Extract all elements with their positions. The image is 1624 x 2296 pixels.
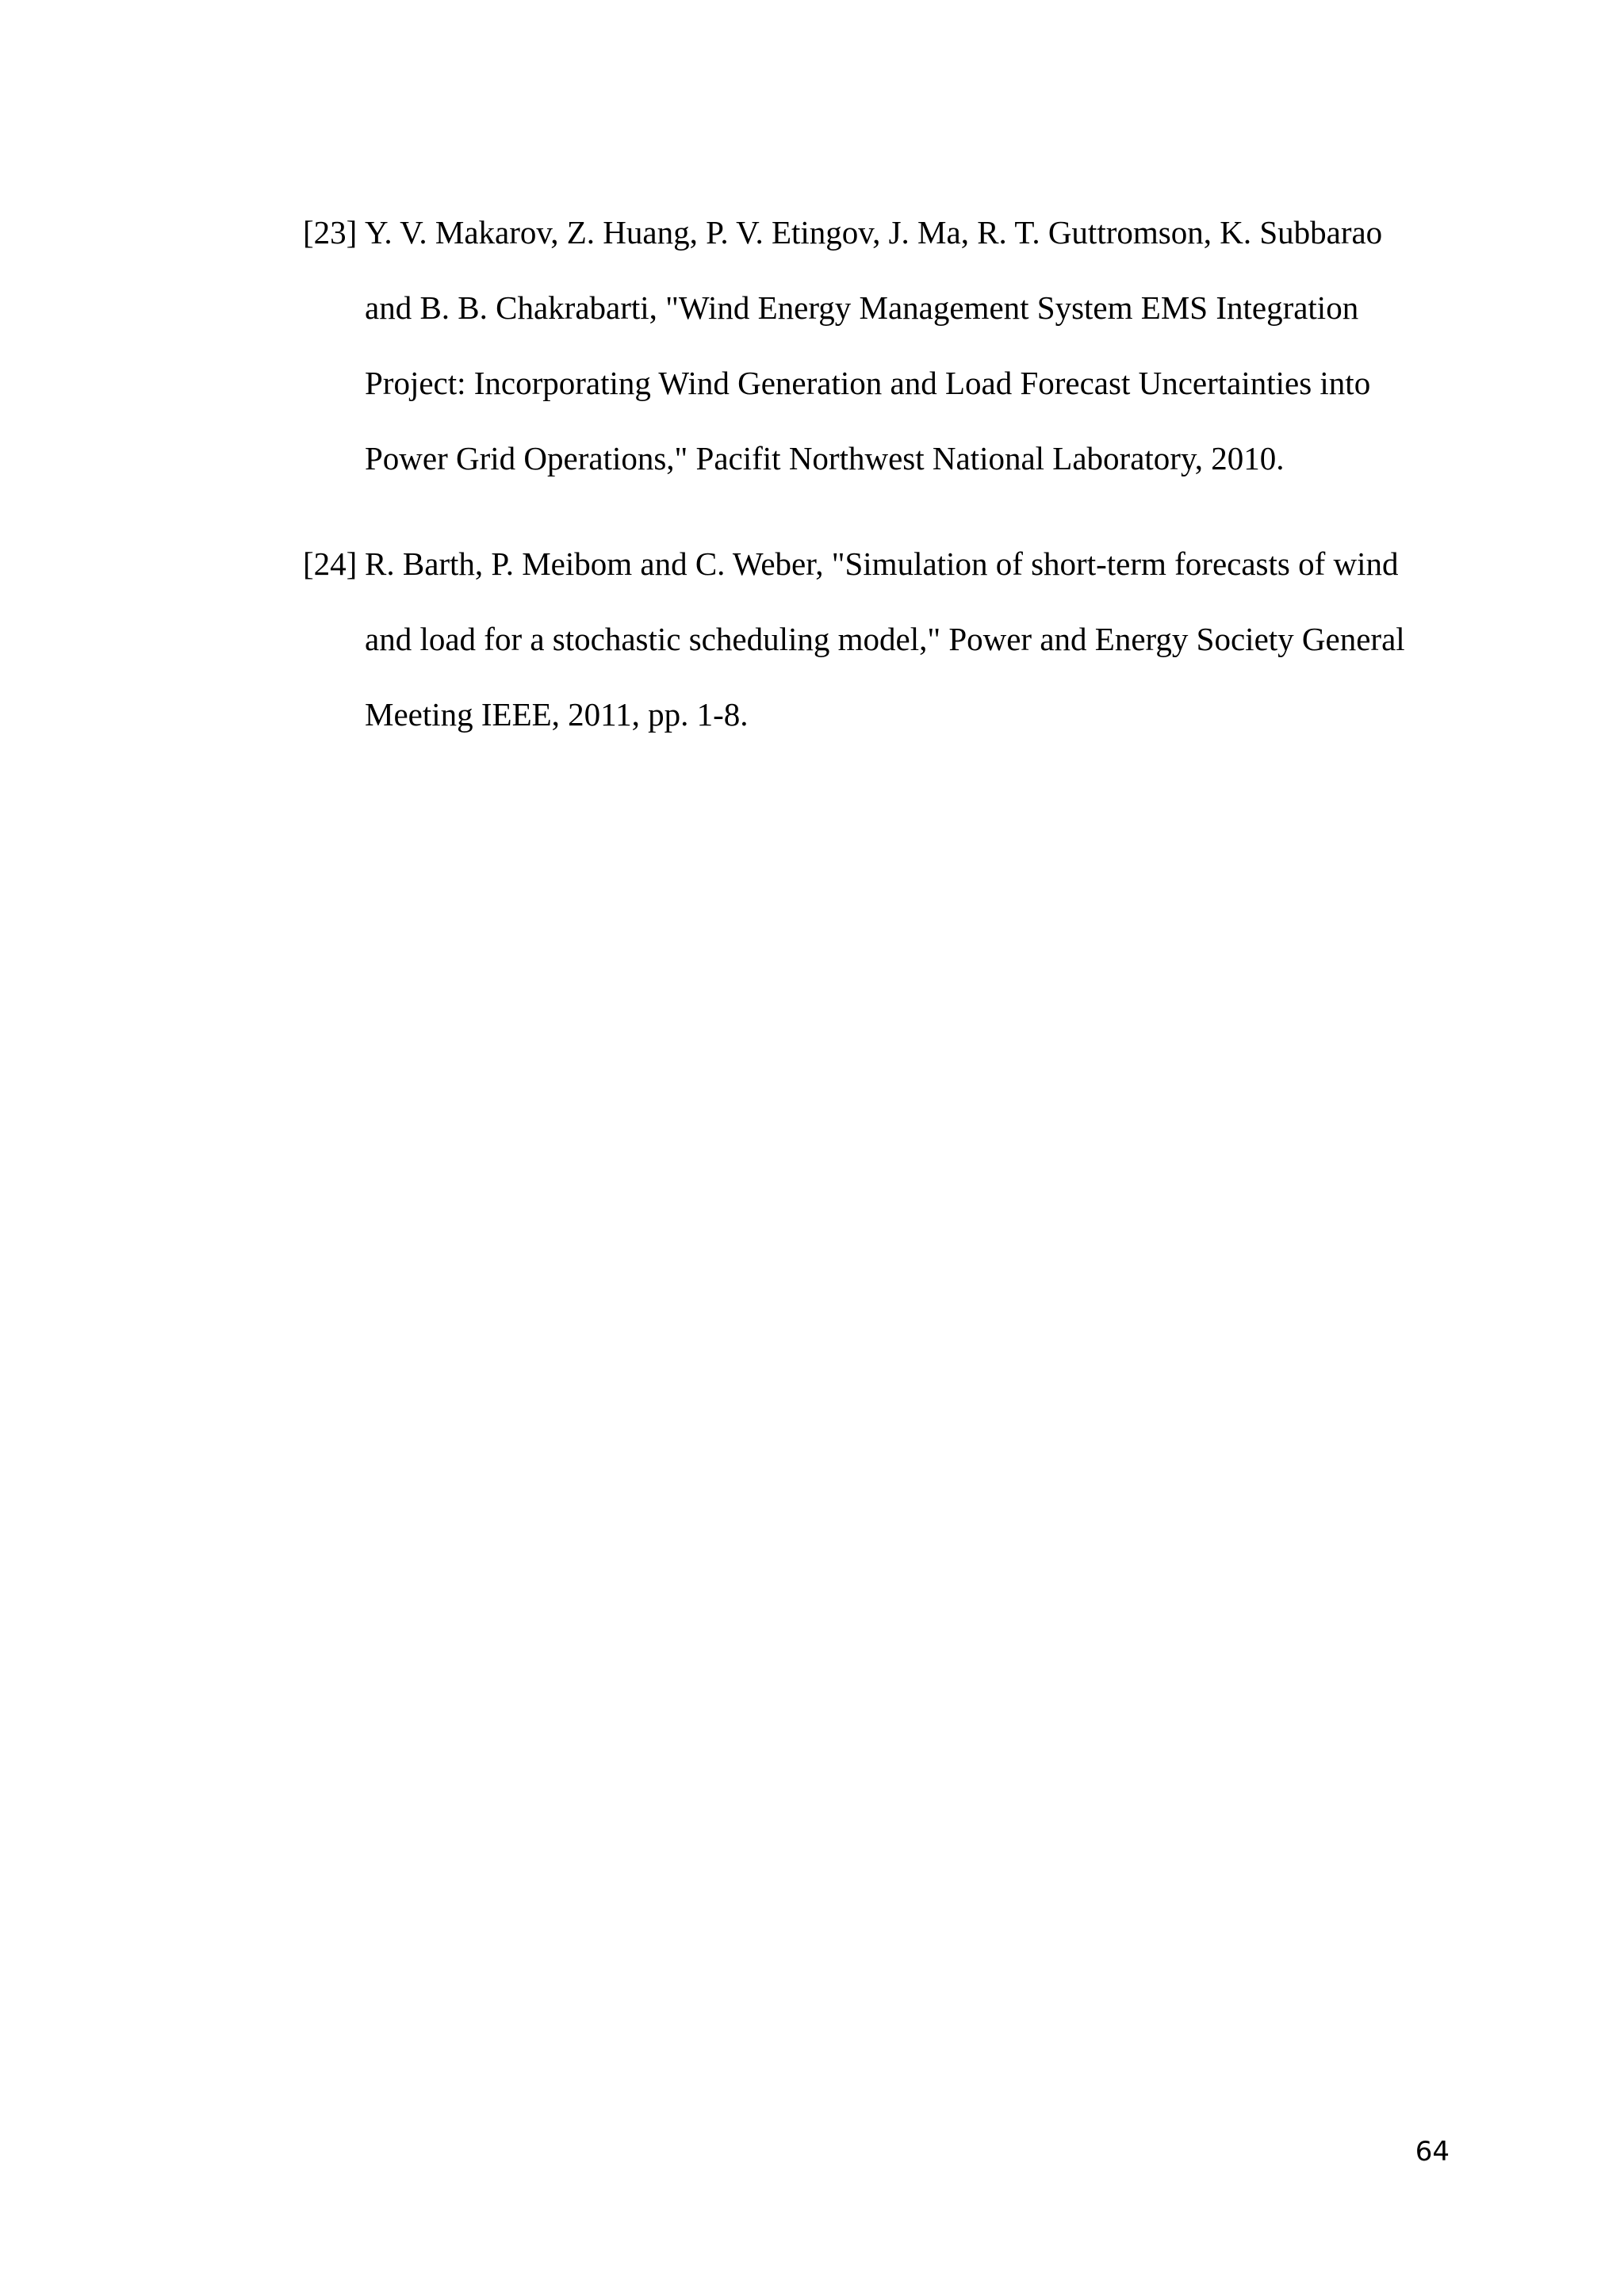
reference-text-line: Y. V. Makarov, Z. Huang, P. V. Etingov, J. Ma, R. T. Guttromson, K. Subbarao — [365, 214, 1383, 251]
reference-text-line: Power Grid Operations," Pacifit Northwest National Laboratory, 2010. — [365, 440, 1285, 476]
reference-entry-23 — [303, 195, 1437, 496]
reference-number: [24] — [303, 545, 358, 582]
reference-list — [303, 195, 1437, 783]
reference-text-line: and load for a stochastic scheduling model," Power and Energy Society General — [365, 621, 1405, 657]
reference-number: [23] — [303, 214, 358, 251]
reference-text-line: and B. B. Chakrabarti, "Wind Energy Management System EMS Integration — [365, 289, 1359, 326]
page-number: 64 — [1415, 2136, 1450, 2168]
reference-text-line: Project: Incorporating Wind Generation and Load Forecast Uncertainties into — [365, 365, 1371, 401]
reference-text-line: Meeting IEEE, 2011, pp. 1-8. — [365, 696, 749, 733]
reference-entry-24 — [303, 526, 1437, 752]
reference-text-line: R. Barth, P. Meibom and C. Weber, "Simulation of short-term forecasts of wind — [365, 545, 1399, 582]
